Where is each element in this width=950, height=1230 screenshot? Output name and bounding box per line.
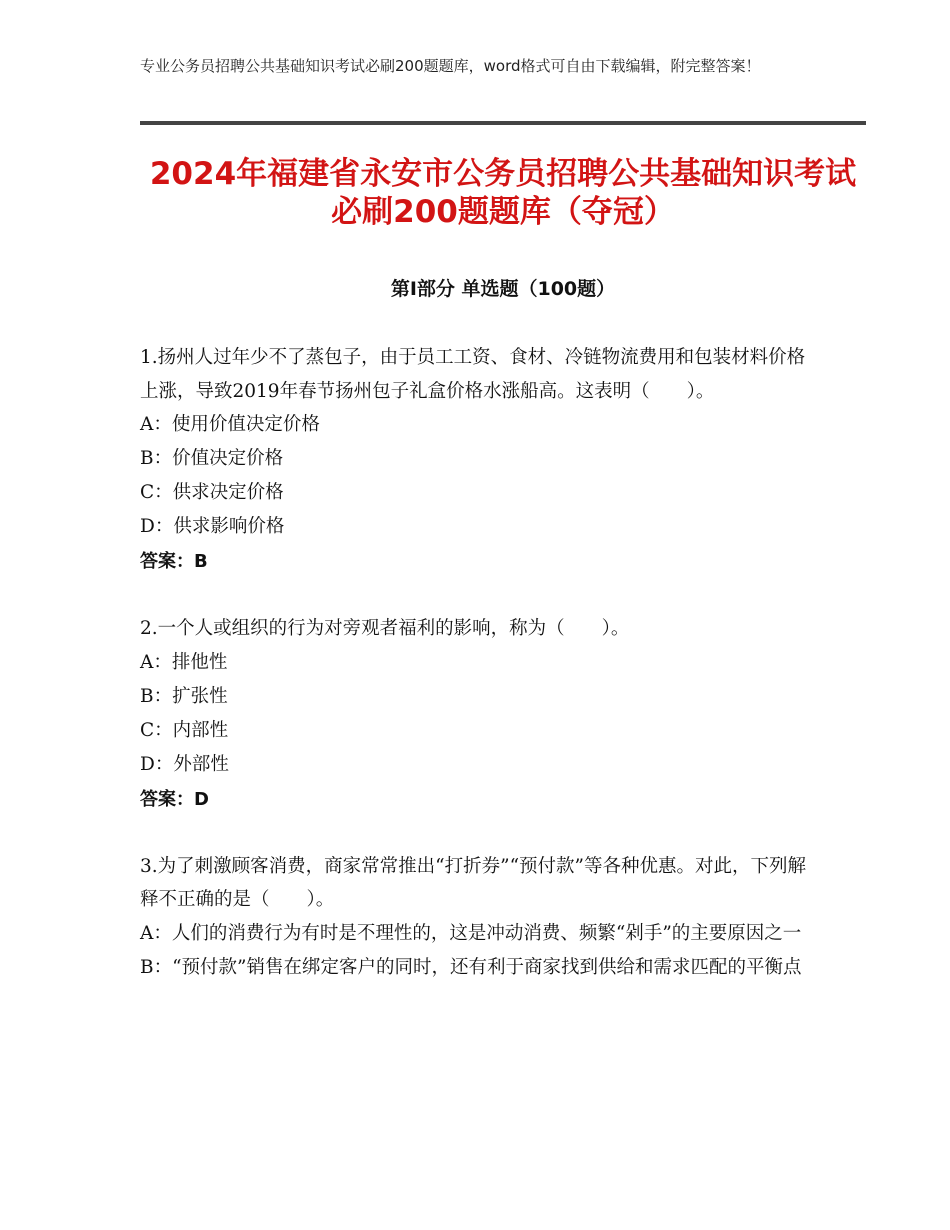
option-a: A：排他性 bbox=[140, 651, 228, 673]
option-c: C：内部性 bbox=[140, 719, 229, 741]
header-divider bbox=[140, 121, 866, 125]
option-a: A：人们的消费行为有时是不理性的，这是冲动消费、频繁“剁手”的主要原因之一 bbox=[140, 922, 802, 944]
header-note: 专业公务员招聘公共基础知识考试必刷200题题库，word格式可自由下载编辑，附完整答案！ bbox=[140, 57, 761, 75]
option-d: D：供求影响价格 bbox=[140, 516, 285, 537]
question-stem: 1.扬州人过年少不了蒸包子，由于员工工资、食材、冷链物流费用和包装材料价格上涨，导致2019年春节扬州包子礼盒价格水涨船高。这表明（ ）。 bbox=[140, 347, 806, 402]
answer-label: 答案：B bbox=[140, 551, 208, 572]
option-a: A：使用价值决定价格 bbox=[140, 414, 320, 435]
question-1 bbox=[140, 341, 812, 580]
option-b: B：扩张性 bbox=[140, 685, 228, 707]
answer-label: 答案：D bbox=[140, 788, 209, 810]
document-title: 2024年福建省永安市公务员招聘公共基础知识考试必刷200题题库（夺冠） bbox=[149, 156, 857, 230]
section-heading: 第Ⅰ部分 单选题（100题） bbox=[390, 278, 616, 300]
question-2 bbox=[140, 612, 812, 818]
question-stem: 2.一个人或组织的行为对旁观者福利的影响，称为（ ）。 bbox=[140, 618, 630, 639]
option-b: B：“预付款”销售在绑定客户的同时，还有利于商家找到供给和需求匹配的平衡点 bbox=[140, 956, 802, 978]
option-d: D：外部性 bbox=[140, 753, 229, 775]
question-3 bbox=[140, 850, 812, 985]
option-b: B：价值决定价格 bbox=[140, 448, 284, 469]
question-stem: 3.为了刺激顾客消费，商家常常推出“打折券”“预付款”等各种优惠。对此，下列解释不正确的是（ ）。 bbox=[140, 855, 806, 910]
question-list bbox=[140, 341, 812, 1017]
option-c: C：供求决定价格 bbox=[140, 482, 284, 503]
